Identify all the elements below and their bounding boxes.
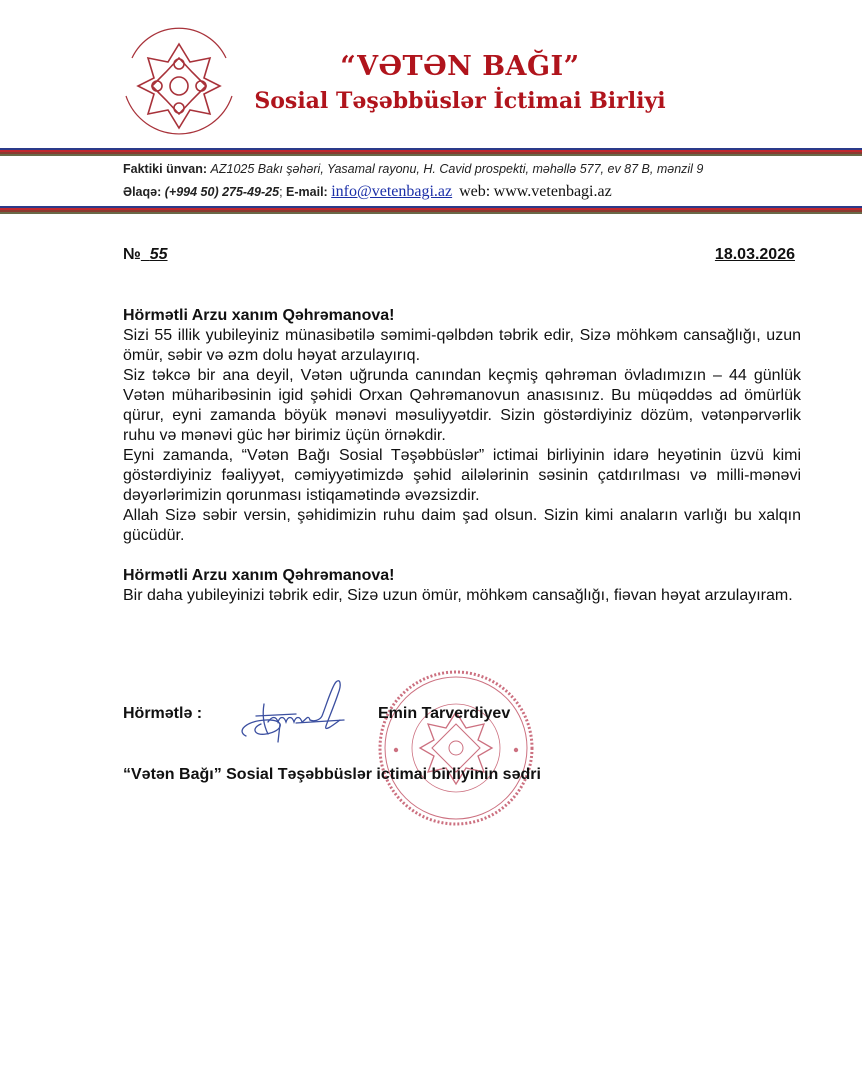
signer-position: “Vətən Bağı” Sosial Təşəbbüslər ictimai birliyinin sədri xyxy=(123,766,541,783)
letter-paragraph: Allah Sizə səbir versin, şəhidimizin ruhu daim şad olsun. Sizin kimi anaların varlığı bu xalqın gücüdür. xyxy=(123,507,801,544)
contact-line xyxy=(123,183,612,201)
phone-number: (+994 50) 275-49-25 xyxy=(164,185,280,199)
letter-body xyxy=(123,306,801,606)
web-label: web: xyxy=(459,183,491,200)
closing-greeting: Hörmətli Arzu xanım Qəhrəmanova! xyxy=(123,567,395,584)
document-number-value: 55 xyxy=(149,246,168,263)
address-line xyxy=(123,162,703,176)
letter-paragraph: Siz təkcə bir ana deyil, Vətən uğrunda canından keçmiş qəhrəman övladımızın – 44 günlük Vətən müharibəsinin igid şəhidi Orxan Qəhrəmanovun anasısınız. Bu müqəddəs ad ömürlük qürur, eyni zamanda böyük mənəvi məsuliyyətdir. Sizin göstərdiyiniz dözüm, vətənpərvərlik ruhu və mənəvi güc hər birimiz üçün örnəkdir. xyxy=(123,367,801,444)
web-link[interactable]: www.vetenbagi.az xyxy=(493,183,612,200)
closing-paragraph: Bir daha yubileyinizi təbrik edir, Sizə uzun ömür, möhkəm cansağlığı, fiəvan həyat arzulayıram. xyxy=(123,587,793,604)
document-number-label: № xyxy=(123,246,141,263)
letter-greeting: Hörmətli Arzu xanım Qəhrəmanova! xyxy=(123,307,395,324)
email-label: E-mail: xyxy=(286,185,328,199)
regards-label: Hörmətlə : xyxy=(123,705,203,722)
contact-label: Əlaqə: xyxy=(123,185,162,199)
header-divider-top xyxy=(0,148,862,156)
document-number xyxy=(123,246,168,264)
address-label: Faktiki ünvan: xyxy=(123,162,208,176)
document-date: 18.03.2026 xyxy=(714,246,795,263)
signer-name: Emin Tarverdiyev xyxy=(378,705,511,722)
letter-paragraph: Eyni zamanda, “Vətən Bağı Sosial Təşəbbüslər” ictimai birliyinin idarə heyətinin üzvü kimi göstərdiyiniz fəaliyyət, cəmiyyətimizdə şəhid ailələrinin səsinin çatdırılması və milli-mənəvi dəyərlərimizin qorunması istiqamətində əvəzsizdir. xyxy=(123,447,801,504)
contact-separator: ; xyxy=(279,185,283,199)
organization-name: “VƏTƏN BAĞI” xyxy=(340,51,580,82)
letter-paragraph: Sizi 55 illik yubileyiniz münasibətilə səmimi-qəlbdən təbrik edir, Sizə möhkəm cansağlığı, uzun ömür, səbir və əzm dolu həyat arzulayırıq. xyxy=(123,327,801,364)
organization-subtitle: Sosial Təşəbbüslər İctimai Birliyi xyxy=(254,88,666,114)
organization-title xyxy=(250,50,670,116)
signoff-block xyxy=(123,690,823,784)
email-link[interactable]: info@vetenbagi.az xyxy=(331,183,453,200)
organization-logo xyxy=(112,18,246,142)
address-value: AZ1025 Bakı şəhəri, Yasamal rayonu, H. Cavid prospekti, məhəllə 577, ev 87 B, mənzil 9 xyxy=(210,162,704,176)
header-divider-bottom xyxy=(0,206,862,214)
